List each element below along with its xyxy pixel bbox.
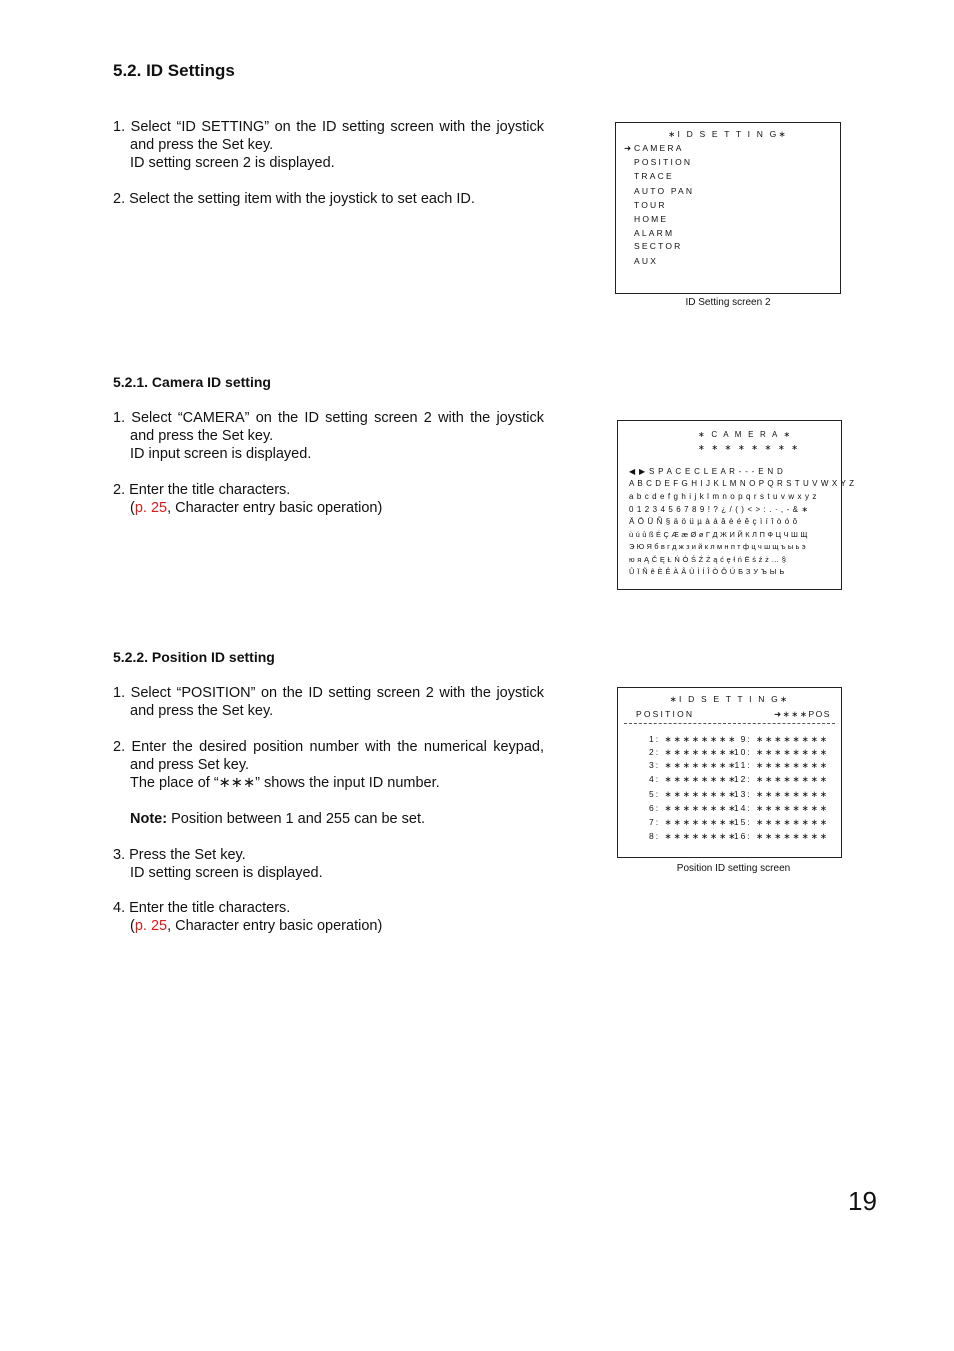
- camera-ref-link[interactable]: p. 25: [134, 500, 168, 516]
- menu-item-alarm: ALARM: [634, 228, 675, 238]
- camera-ref-open: (: [130, 500, 135, 516]
- position-step2-line1: 2. Enter the desired position number with the numerical keypad,: [113, 739, 544, 755]
- menu-item-aux: AUX: [634, 256, 659, 266]
- screen2-title: ∗ C A M E R A ∗: [698, 430, 793, 439]
- note-label: Note:: [130, 811, 168, 827]
- screen1-title: ∗I D S E T T I N G∗: [668, 129, 788, 139]
- position-ref-open: (: [130, 918, 135, 934]
- position-id-setting-screen: [617, 687, 842, 858]
- position-slot-3: 3: ∗∗∗∗∗∗∗∗: [649, 760, 738, 770]
- position-slot-1: 1: ∗∗∗∗∗∗∗∗: [649, 734, 738, 744]
- position-slot-6: 6: ∗∗∗∗∗∗∗∗: [649, 803, 738, 813]
- screen2-row-lowercase: a b c d e f g h i j k l m n o p q r s t u v w x y z: [629, 492, 817, 501]
- camera-ref-rest: , Character entry basic operation): [167, 500, 383, 516]
- position-slot-4: 4: ∗∗∗∗∗∗∗∗: [649, 774, 738, 784]
- position-slot-2: 2: ∗∗∗∗∗∗∗∗: [649, 747, 738, 757]
- camera-section-title: 5.2.1. Camera ID setting: [113, 374, 271, 390]
- position-slot-14: 14: ∗∗∗∗∗∗∗∗: [733, 803, 829, 813]
- intro-step2-line1: 2. Select the setting item with the joystick to set each ID.: [113, 191, 475, 207]
- screen2-row-polish: ю я Ą Č Ę Ł Ń Ó Ś Ź Ż ą ć ę ł ń Ë ś ź ż … §: [629, 555, 787, 564]
- position-step1-line2: and press the Set key.: [130, 703, 274, 719]
- position-ref-rest: , Character entry basic operation): [167, 918, 383, 934]
- screen2-row-cyrillic: Э Ю Я б в г д ж з и й к л м н п т ф ц ч ш щ ъ ы ь э: [629, 542, 806, 551]
- position-slot-16: 16: ∗∗∗∗∗∗∗∗: [733, 831, 829, 841]
- camera-step1-line2: and press the Set key.: [130, 428, 274, 444]
- position-steps: [113, 684, 544, 935]
- screen1-caption: ID Setting screen 2: [685, 297, 771, 308]
- position-slot-10: 10: ∗∗∗∗∗∗∗∗: [733, 747, 829, 757]
- camera-reference: [113, 499, 544, 517]
- page-number: 19: [848, 1186, 877, 1216]
- menu-item-auto-pan: AUTO PAN: [634, 186, 695, 196]
- menu-item-trace: TRACE: [634, 171, 674, 181]
- position-note: [113, 810, 544, 828]
- screen2-controls: ◀ ▶ S P A C E C L E A R - - - E N D: [629, 467, 784, 476]
- note-text: Position between 1 and 255 can be set.: [167, 811, 426, 827]
- camera-id-input-screen: [617, 420, 855, 590]
- intro-step1-line1: 1. Select “ID SETTING” on the ID setting screen with the joystick: [113, 119, 544, 135]
- position-slot-13: 13: ∗∗∗∗∗∗∗∗: [733, 789, 829, 799]
- position-step3-line2: ID setting screen is displayed.: [130, 865, 323, 881]
- position-slot-15: 15: ∗∗∗∗∗∗∗∗: [733, 817, 829, 827]
- position-step1-line1: 1. Select “POSITION” on the ID setting screen 2 with the joystick: [113, 685, 544, 701]
- screen2-row-accents-2: ù ú û ß É Ç Æ æ Ø ø Г Д Ж И Й К Л П Ф Ц Ч Ш Щ: [629, 530, 808, 539]
- intro-step1-line3: ID setting screen 2 is displayed.: [130, 155, 335, 171]
- position-slot-7: 7: ∗∗∗∗∗∗∗∗: [649, 817, 738, 827]
- menu-item-camera: CAMERA: [634, 143, 684, 153]
- screen3-label: POSITION: [636, 709, 695, 719]
- camera-step1-line3: ID input screen is displayed.: [130, 446, 312, 462]
- screen2-row-digits: 0 1 2 3 4 5 6 7 8 9 ! ? ¿ / ( ) < > : . · , - & ∗: [629, 505, 809, 514]
- menu-item-home: HOME: [634, 214, 669, 224]
- menu-item-tour: TOUR: [634, 200, 667, 210]
- position-step4-line1: 4. Enter the title characters.: [113, 900, 291, 916]
- screen3-divider: [624, 723, 835, 724]
- position-slot-9: 9: ∗∗∗∗∗∗∗∗: [740, 734, 829, 744]
- camera-steps: [113, 409, 544, 517]
- camera-step2-line1: 2. Enter the title characters.: [113, 482, 291, 498]
- position-step3-line1: 3. Press the Set key.: [113, 847, 246, 863]
- screen3-title: ∗I D S E T T I N G∗: [669, 694, 790, 704]
- screen3-pos-value: ➜∗∗∗POS: [774, 709, 831, 719]
- screen2-row-extra: Û Ï Ñ ê È Ê À Â Ù Ì Í Î Ò Ô Ú Б З У Ъ Ы Ь: [629, 567, 785, 576]
- intro-step1-line2: and press the Set key.: [130, 137, 274, 153]
- position-ref-link[interactable]: p. 25: [134, 918, 168, 934]
- id-setting-screen-2: [615, 122, 841, 294]
- camera-step1-line1: 1. Select “CAMERA” on the ID setting screen 2 with the joystick: [113, 410, 544, 426]
- arrow-right-icon: ➜: [624, 143, 634, 153]
- position-reference: [113, 917, 544, 935]
- position-section-title: 5.2.2. Position ID setting: [113, 649, 275, 665]
- menu-item-sector: SECTOR: [634, 241, 683, 251]
- screen3-caption: Position ID setting screen: [676, 863, 791, 874]
- screen2-row-accents-1: Ä Ö Ü Ñ § ä ö ü µ à á â è é ê ç ì í î ò ó ô: [629, 517, 798, 526]
- position-step2-line3: The place of “∗∗∗” shows the input ID number.: [130, 775, 440, 791]
- position-slot-11: 11: ∗∗∗∗∗∗∗∗: [734, 760, 829, 770]
- menu-item-position: POSITION: [634, 157, 693, 167]
- screen2-row-uppercase: A B C D E F G H I J K L M N O P Q R S T U V W X Y Z: [629, 479, 855, 488]
- position-step2-line2: and press Set key.: [130, 757, 250, 773]
- position-slot-5: 5: ∗∗∗∗∗∗∗∗: [649, 789, 738, 799]
- position-slot-12: 12: ∗∗∗∗∗∗∗∗: [733, 774, 829, 784]
- position-slot-8: 8: ∗∗∗∗∗∗∗∗: [649, 831, 738, 841]
- screen2-stars: ∗ ∗ ∗ ∗ ∗ ∗ ∗ ∗: [698, 443, 801, 452]
- intro-steps: [113, 118, 544, 208]
- section-title: 5.2. ID Settings: [113, 61, 235, 80]
